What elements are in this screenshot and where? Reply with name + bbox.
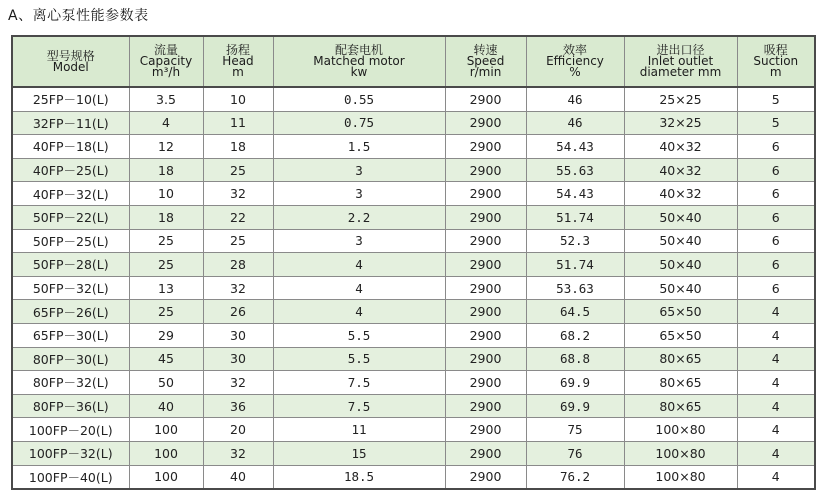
header-efficiency [526,36,624,87]
cell-suction: 4 [737,371,815,395]
cell-capacity: 18 [129,205,203,229]
cell-head: 20 [203,418,273,442]
header-unit: diameter mm [639,65,722,79]
cell-efficiency: 46 [526,87,624,111]
header-en: Suction [753,54,799,68]
cell-capacity: 3.5 [129,87,203,111]
header-zh: 效率 [562,43,587,57]
cell-model: 80FP－30(L) [12,347,129,371]
table-row [12,441,815,465]
cell-efficiency: 68.8 [526,347,624,371]
table-row [12,253,815,277]
cell-motor: 7.5 [273,371,445,395]
cell-suction: 4 [737,441,815,465]
table-header-row [12,36,815,87]
cell-capacity: 29 [129,323,203,347]
cell-speed: 2900 [445,205,526,229]
cell-capacity: 12 [129,135,203,159]
cell-diameter: 80×65 [624,371,737,395]
cell-speed: 2900 [445,371,526,395]
header-unit: % [569,65,581,79]
table-row [12,300,815,324]
cell-motor: 5.5 [273,347,445,371]
cell-suction: 4 [737,300,815,324]
table-row [12,347,815,371]
cell-diameter: 50×40 [624,253,737,277]
header-model [12,36,129,87]
header-en: Speed [466,54,505,68]
cell-efficiency: 51.74 [526,253,624,277]
header-speed [445,36,526,87]
cell-model: 32FP－11(L) [12,111,129,135]
cell-head: 18 [203,135,273,159]
cell-head: 32 [203,371,273,395]
header-unit: m [769,65,782,79]
cell-suction: 6 [737,229,815,253]
header-unit: kw [350,65,368,79]
cell-model: 100FP－20(L) [12,418,129,442]
header-unit: m³/h [151,65,181,79]
header-head [203,36,273,87]
cell-model: 65FP－30(L) [12,323,129,347]
cell-diameter: 100×80 [624,418,737,442]
cell-speed: 2900 [445,87,526,111]
cell-head: 30 [203,347,273,371]
cell-motor: 2.2 [273,205,445,229]
cell-motor: 4 [273,300,445,324]
header-inlet-outlet [624,36,737,87]
cell-efficiency: 68.2 [526,323,624,347]
table-body [12,87,815,489]
cell-capacity: 100 [129,465,203,489]
cell-speed: 2900 [445,135,526,159]
header-en: Inlet outlet [647,54,714,68]
pump-parameter-table [11,35,816,490]
cell-speed: 2900 [445,441,526,465]
cell-diameter: 65×50 [624,323,737,347]
cell-efficiency: 69.9 [526,371,624,395]
header-zh: 流量 [153,43,178,57]
cell-diameter: 50×40 [624,205,737,229]
table-row [12,87,815,111]
cell-suction: 5 [737,111,815,135]
cell-motor: 4 [273,276,445,300]
cell-efficiency: 75 [526,418,624,442]
header-matched-motor [273,36,445,87]
cell-speed: 2900 [445,323,526,347]
cell-head: 28 [203,253,273,277]
cell-model: 25FP－10(L) [12,87,129,111]
cell-head: 10 [203,87,273,111]
cell-model: 100FP－32(L) [12,441,129,465]
cell-efficiency: 76.2 [526,465,624,489]
cell-model: 65FP－26(L) [12,300,129,324]
cell-model: 40FP－25(L) [12,158,129,182]
header-en: Capacity [139,54,193,68]
cell-speed: 2900 [445,158,526,182]
header-en: Efficiency [546,54,604,68]
header-zh: 扬程 [225,43,250,57]
cell-capacity: 18 [129,158,203,182]
cell-efficiency: 64.5 [526,300,624,324]
header-capacity [129,36,203,87]
cell-speed: 2900 [445,111,526,135]
cell-motor: 3 [273,158,445,182]
cell-speed: 2900 [445,253,526,277]
cell-speed: 2900 [445,394,526,418]
cell-speed: 2900 [445,347,526,371]
cell-head: 11 [203,111,273,135]
cell-motor: 18.5 [273,465,445,489]
cell-diameter: 100×80 [624,441,737,465]
cell-model: 40FP－18(L) [12,135,129,159]
cell-motor: 3 [273,182,445,206]
cell-efficiency: 53.63 [526,276,624,300]
cell-head: 25 [203,158,273,182]
cell-diameter: 50×40 [624,229,737,253]
cell-efficiency: 51.74 [526,205,624,229]
cell-motor: 15 [273,441,445,465]
cell-capacity: 25 [129,229,203,253]
cell-diameter: 40×32 [624,158,737,182]
table-row [12,371,815,395]
cell-model: 50FP－28(L) [12,253,129,277]
cell-suction: 4 [737,465,815,489]
cell-diameter: 50×40 [624,276,737,300]
cell-suction: 6 [737,182,815,206]
cell-model: 80FP－36(L) [12,394,129,418]
cell-efficiency: 76 [526,441,624,465]
cell-capacity: 50 [129,371,203,395]
cell-efficiency: 54.43 [526,135,624,159]
cell-efficiency: 54.43 [526,182,624,206]
cell-suction: 4 [737,418,815,442]
table-row [12,135,815,159]
cell-speed: 2900 [445,465,526,489]
cell-suction: 6 [737,135,815,159]
cell-motor: 0.55 [273,87,445,111]
cell-capacity: 4 [129,111,203,135]
cell-capacity: 13 [129,276,203,300]
cell-model: 80FP－32(L) [12,371,129,395]
table-row [12,205,815,229]
cell-capacity: 25 [129,300,203,324]
cell-head: 40 [203,465,273,489]
cell-head: 25 [203,229,273,253]
header-zh: 配套电机 [334,43,383,57]
cell-capacity: 100 [129,441,203,465]
cell-speed: 2900 [445,418,526,442]
cell-motor: 11 [273,418,445,442]
cell-capacity: 45 [129,347,203,371]
cell-head: 26 [203,300,273,324]
table-row [12,418,815,442]
cell-diameter: 80×65 [624,347,737,371]
header-zh: 型号规格 [46,48,95,63]
table-row [12,276,815,300]
cell-speed: 2900 [445,300,526,324]
table-row [12,229,815,253]
cell-model: 50FP－22(L) [12,205,129,229]
header-zh: 进出口径 [656,43,705,57]
cell-efficiency: 55.63 [526,158,624,182]
header-zh: 吸程 [763,43,788,57]
cell-model: 40FP－32(L) [12,182,129,206]
cell-suction: 4 [737,347,815,371]
cell-speed: 2900 [445,182,526,206]
cell-motor: 5.5 [273,323,445,347]
cell-suction: 6 [737,276,815,300]
cell-motor: 4 [273,253,445,277]
table-row [12,158,815,182]
header-en: Matched motor [313,54,405,68]
table-row [12,182,815,206]
table-row [12,394,815,418]
cell-diameter: 40×32 [624,135,737,159]
header-en: Model [52,59,89,74]
cell-capacity: 40 [129,394,203,418]
cell-suction: 6 [737,205,815,229]
cell-efficiency: 46 [526,111,624,135]
table-row [12,111,815,135]
cell-suction: 5 [737,87,815,111]
cell-model: 50FP－32(L) [12,276,129,300]
cell-suction: 6 [737,253,815,277]
table-row [12,323,815,347]
cell-suction: 4 [737,394,815,418]
cell-efficiency: 69.9 [526,394,624,418]
cell-diameter: 65×50 [624,300,737,324]
cell-speed: 2900 [445,229,526,253]
cell-head: 30 [203,323,273,347]
table-row [12,465,815,489]
cell-suction: 6 [737,158,815,182]
cell-head: 32 [203,182,273,206]
cell-model: 100FP－40(L) [12,465,129,489]
cell-motor: 7.5 [273,394,445,418]
header-unit: m [232,65,244,79]
cell-motor: 1.5 [273,135,445,159]
cell-diameter: 25×25 [624,87,737,111]
cell-model: 50FP－25(L) [12,229,129,253]
cell-speed: 2900 [445,276,526,300]
cell-diameter: 32×25 [624,111,737,135]
cell-efficiency: 52.3 [526,229,624,253]
page-title: A、离心泵性能参数表 [8,8,149,24]
cell-head: 32 [203,276,273,300]
cell-motor: 0.75 [273,111,445,135]
cell-diameter: 40×32 [624,182,737,206]
header-unit: r/min [469,65,502,79]
header-suction [737,36,815,87]
cell-capacity: 10 [129,182,203,206]
cell-head: 36 [203,394,273,418]
cell-capacity: 25 [129,253,203,277]
cell-suction: 4 [737,323,815,347]
cell-capacity: 100 [129,418,203,442]
cell-diameter: 80×65 [624,394,737,418]
cell-diameter: 100×80 [624,465,737,489]
header-en: Head [222,54,254,68]
cell-head: 22 [203,205,273,229]
cell-head: 32 [203,441,273,465]
cell-motor: 3 [273,229,445,253]
header-zh: 转速 [473,43,498,57]
